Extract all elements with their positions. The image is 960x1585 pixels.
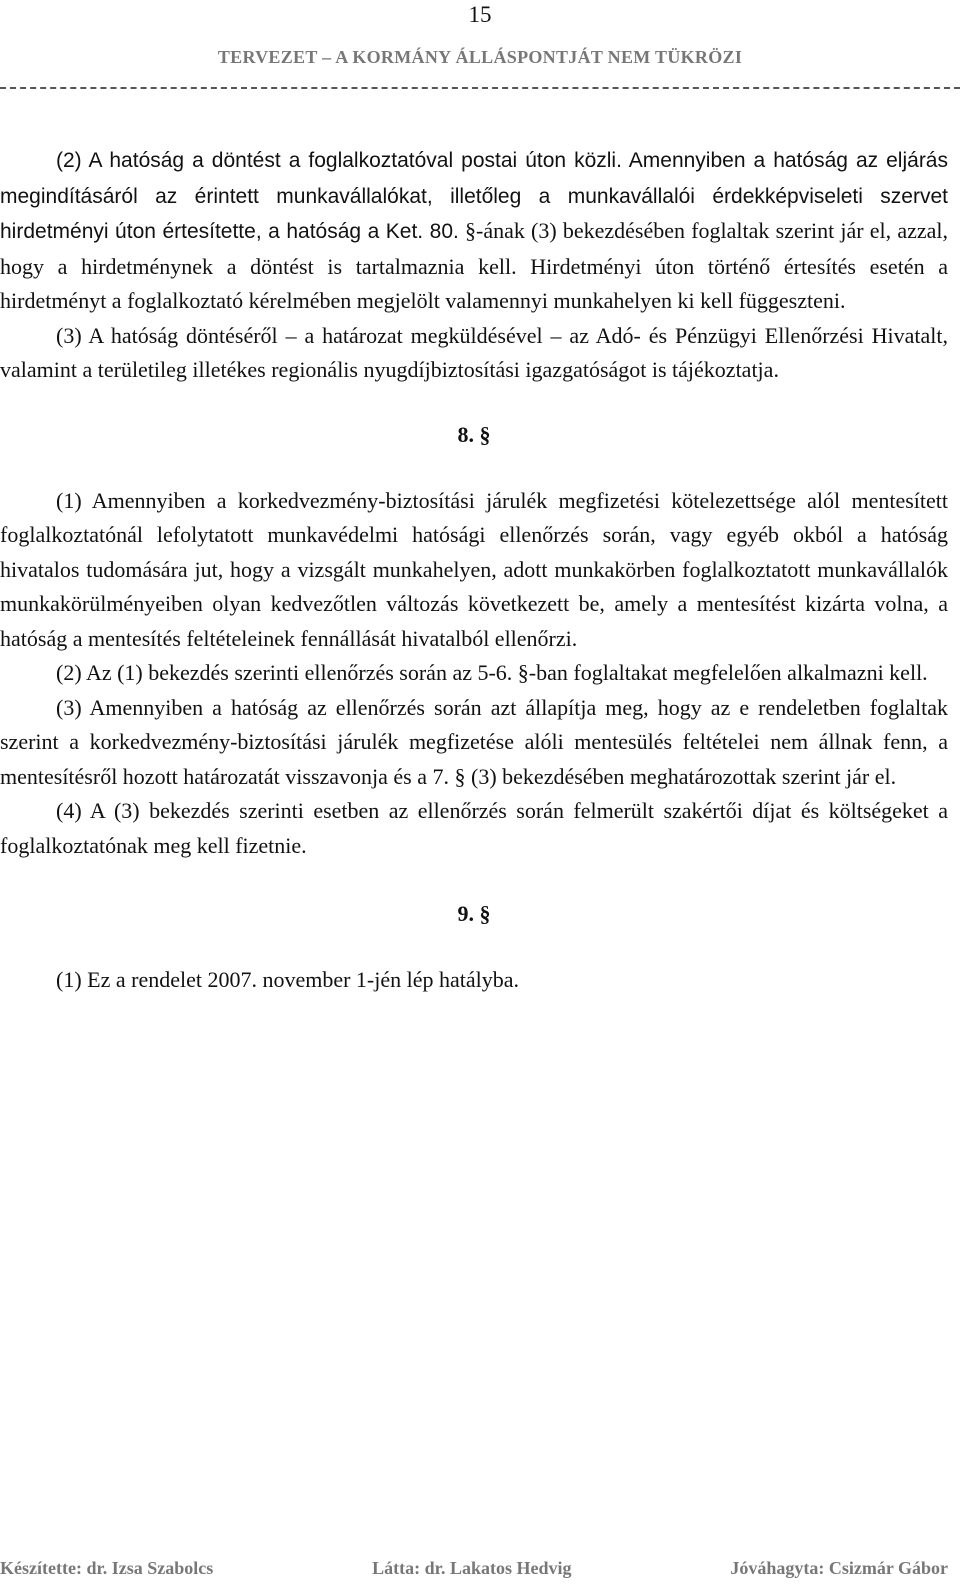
- paragraph-8-2: (2) Az (1) bekezdés szerinti ellenőrzés során az 5-6. §-ban foglaltakat megfelelően alkalmazni kell.: [56, 660, 928, 685]
- paragraph-7-2-sans-part: (2) A hatóság a döntést a foglalkoztatóval postai úton közli. Amennyiben a hatóság az eljárás megindításáról az érintett munkavállalókat, illetőleg a munkavállalói érdekképviseleti szervet hirdetményi úton értesítette, a hatóság a Ket. 80.: [0, 149, 948, 243]
- paragraph-9-1: (1) Ez a rendelet 2007. november 1-jén lép hatályba.: [56, 967, 520, 992]
- footer-seen-by: Látta: dr. Lakatos Hedvig: [372, 1558, 572, 1578]
- paragraph-8-4: (4) A (3) bekezdés szerinti esetben az ellenőrzés során felmerült szakértői díjat és költségeket a foglalkoztatónak meg kell fizetnie.: [0, 798, 948, 858]
- page-number: 15: [468, 2, 492, 27]
- paragraph-8-1: (1) Amennyiben a korkedvezmény-biztosítási járulék megfizetési kötelezettsége alól mentesített foglalkoztatónál lefolytatott munkavédelmi hatósági ellenőrzés során, vagy egyéb okból a hatóság hivatalos tudomására jut, hogy a vizsgált munkahelyen, adott munkakörben foglalkoztatott munkavállalók munkakörülményeiben olyan kedvezőtlen változás következett be, amely a mentesítést kizárta volna, a hatóság a mentesítés feltételeinek fennállását hivatalból ellenőrzi.: [0, 487, 948, 651]
- section-8-heading: 8. §: [457, 421, 491, 447]
- footer-prepared-by: Készítette: dr. Izsa Szabolcs: [0, 1558, 214, 1578]
- paragraph-8-3: (3) Amennyiben a hatóság az ellenőrzés során azt állapítja meg, hogy az e rendeletben foglaltak szerint a korkedvezmény-biztosítási járulék megfizetése alóli mentesülés feltételei nem állnak fenn, a mentesítésről hozott határozatát visszavonja és a 7. § (3) bekezdésében meghatározottak szerint jár el.: [0, 694, 948, 789]
- document-body: [0, 143, 948, 998]
- footer-approved-by: Jóváhagyta: Csizmár Gábor: [730, 1558, 948, 1578]
- paragraph-7-2: [0, 143, 948, 319]
- paragraph-7-3: (3) A hatóság döntéséről – a határozat megküldésével – az Adó- és Pénzügyi Ellenőrzési Hivatalt, valamint a területileg illetékes regionális nyugdíjbiztosítási igazgatóságot is tájékoztatja.: [0, 322, 948, 382]
- header-divider: [0, 87, 960, 89]
- page-footer: [0, 1556, 948, 1580]
- draft-notice: TERVEZET – A KORMÁNY ÁLLÁSPONTJÁT NEM TÜKRÖZI: [217, 47, 743, 67]
- paragraph-7-2-serif-part: §-ának (3) bekezdésében foglaltak szerint jár el, azzal, hogy a hirdetménynek a döntést is tartalmaznia kell. Hirdetményi úton történő értesítés esetén a hirdetményt a foglalkoztató kérelmében megjelölt valamennyi munkahelyen ki kell függeszteni.: [0, 218, 948, 313]
- section-9-heading: 9. §: [457, 901, 491, 926]
